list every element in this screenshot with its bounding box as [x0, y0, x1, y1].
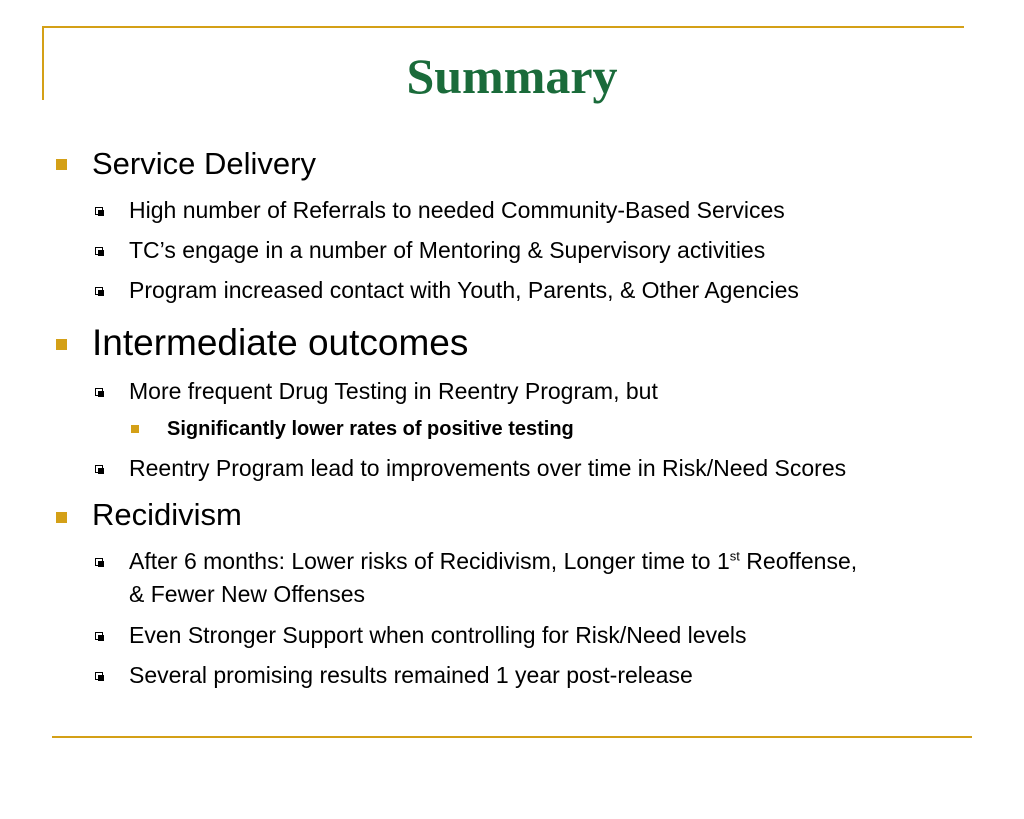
list-item: More frequent Drug Testing in Reentry Program, but: [129, 378, 658, 404]
hollow-square-bullet-icon: [95, 558, 103, 566]
list-item: Reentry Program lead to improvements over time in Risk/Need Scores: [129, 455, 847, 481]
list-item-text-post: Reoffense,: [739, 548, 858, 574]
section-heading-recidivism: Recidivism: [92, 497, 242, 532]
list-item-continuation: & Fewer New Offenses: [129, 581, 366, 607]
hollow-square-bullet-icon: [95, 247, 103, 255]
hollow-square-bullet-icon: [95, 207, 103, 215]
hollow-square-bullet-icon: [95, 632, 103, 640]
list-item: Program increased contact with Youth, Parents, & Other Agencies: [129, 277, 799, 303]
hollow-square-bullet-icon: [95, 388, 103, 396]
slide-title: Summary: [406, 48, 618, 104]
list-item: Even Stronger Support when controlling for Risk/Need levels: [129, 622, 747, 648]
small-square-bullet-icon: [131, 425, 139, 433]
hollow-square-bullet-icon: [95, 465, 103, 473]
hollow-square-bullet-icon: [95, 672, 103, 680]
frame-bottom-line: [52, 736, 972, 738]
list-item: High number of Referrals to needed Community-Based Services: [129, 197, 785, 223]
sub-list-item: Significantly lower rates of positive testing: [167, 418, 574, 440]
superscript-ordinal: st: [729, 548, 740, 564]
square-bullet-icon: [56, 339, 67, 350]
frame-top-line: [42, 26, 964, 28]
square-bullet-icon: [56, 512, 67, 523]
list-item-text-pre: After 6 months: Lower risks of Recidivism, Longer time to 1: [129, 548, 730, 574]
list-item: Several promising results remained 1 year post-release: [129, 662, 693, 688]
list-item: TC’s engage in a number of Mentoring & Supervisory activities: [129, 237, 766, 263]
section-heading-service-delivery: Service Delivery: [92, 146, 316, 181]
section-heading-intermediate-outcomes: Intermediate outcomes: [92, 322, 469, 363]
hollow-square-bullet-icon: [95, 287, 103, 295]
square-bullet-icon: [56, 159, 67, 170]
list-item: [129, 544, 857, 578]
